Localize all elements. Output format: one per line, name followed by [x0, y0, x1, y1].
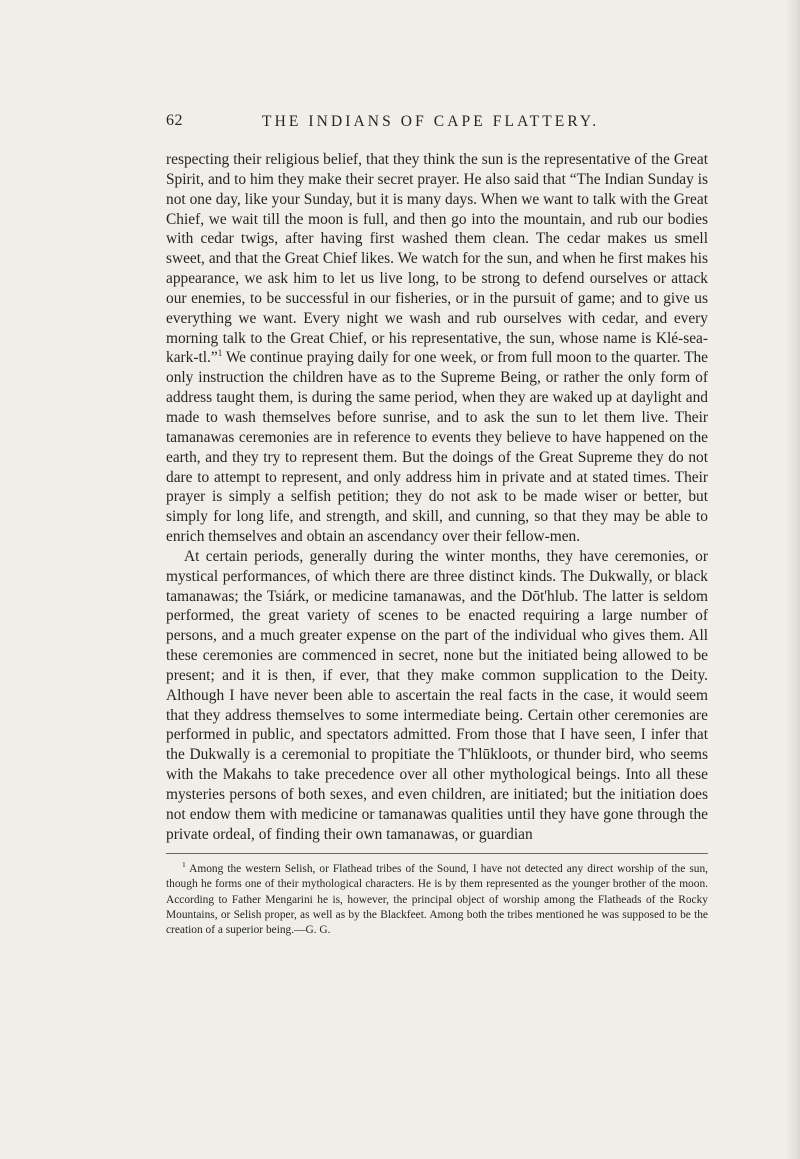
paragraph-1 [166, 150, 708, 547]
footnote-reference: 1 [217, 348, 223, 359]
footnote-divider [166, 853, 708, 854]
page-edge-shadow [786, 0, 800, 1159]
page-number: 62 [166, 112, 183, 129]
paragraph-2: At certain periods, generally during the winter months, they have ceremonies, or mystical performances, of which there are three distinct kinds. The Dukwally, or black tamanawas; the Tsiárk, or medicine tamanawas, and the Dōt'hlub. The latter is seldom performed, the great variety of scenes to be enacted requiring a large number of persons, and a much greater expense on the part of the individual who gives them. All these ceremonies are commenced in secret, none but the initiated being allowed to be present; and it is then, if ever, that they make common supplication to the Deity. Although I have never been able to ascertain the real facts in the case, it would seem that they address themselves to some intermediate being. Certain other ceremonies are performed in public, and spectators admitted. From those that I have seen, I infer that the Dukwally is a ceremonial to propitiate the T'hlūkloots, or thunder bird, who seems with the Makahs to take precedence over all other mythological beings. Into all these mysteries persons of both sexes, and even children, are initiated; but the initiation does not endow them with medicine or tamanawas qualities until they have gone through the private ordeal, of finding their own tamanawas, or guardian [166, 547, 708, 843]
main-text [166, 150, 708, 845]
paragraph-1-text: respecting their religious belief, that they think the sun is the representative of the Great Spirit, and to him they make their secret prayer. He also said that “The Indian Sunday is not one day, like your Sunday, but it is many days. When we want to talk with the Great Chief, we wait till the moon is full, and then go into the mountain, and rub our bodies with cedar twigs, after having first washed them clean. The cedar makes us smell sweet, and that the Great Chief likes. We watch for the sun, and when he first makes his appearance, we ask him to let us live long, to be strong to defend ourselves or attack our enemies, to be successful in our fisheries, or in the pursuit of game; and to give us everything we want. Every night we wash and rub ourselves with cedar, and every morning talk to the Great Chief, or his representative, the sun, whose name is Klé-sea-kark-tl.” [166, 151, 708, 367]
footnote [166, 862, 708, 938]
footnote-text: Among the western Selish, or Flathead tribes of the Sound, I have not detected any direct worship of the sun, though he forms one of their mythological characters. He is by them represented as the younger brother of the moon. According to Father Mengarini he is, however, the principal object of worship among the Flatheads of the Rocky Mountains, or Selish proper, as well as by the Blackfeet. Among both the tribes mentioned he was supposed to be the creation of a superior being.—G. G. [166, 863, 708, 937]
footnote-marker: 1 [182, 860, 186, 869]
paragraph-1-continuation: We continue praying daily for one week, or from full moon to the quarter. The only instruction the children have as to the Supreme Being, or rather the only form of address taught them, is during the same period, when they are waked up at daylight and made to wash themselves before sunrise, and to ask the sun to let them live. Their tamanawas ceremonies are in reference to events they believe to have happened on the earth, and they try to represent them. But the doings of the Great Supreme they do not dare to attempt to represent, and only address him in private and at stated times. Their prayer is simply a selfish petition; they do not ask to be made wiser or better, but simply for long life, and strength, and skill, and cunning, so that they may be able to enrich themselves and obtain an ascendancy over their fellow-men. [166, 349, 708, 546]
running-head: THE INDIANS OF CAPE FLATTERY. [262, 113, 600, 130]
page-header [166, 112, 706, 136]
